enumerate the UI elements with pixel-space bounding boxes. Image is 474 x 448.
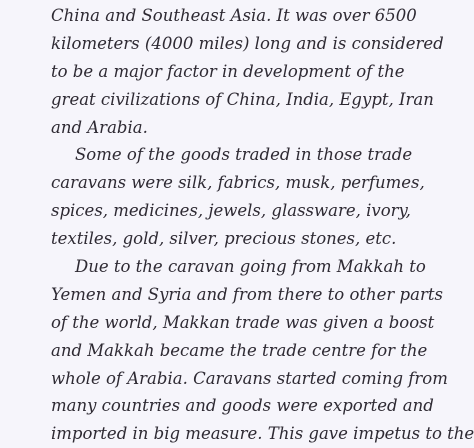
text-line: caravans were silk, fabrics, musk, perfumes, bbox=[51, 173, 425, 193]
text-line: China and Southeast Asia. It was over 6500 bbox=[51, 6, 417, 25]
paragraph-first-line: Due to the caravan going from Makkah to bbox=[75, 257, 426, 277]
text-line: and Arabia. bbox=[51, 117, 148, 137]
text-line: to be a major factor in development of the bbox=[51, 61, 405, 81]
body-text bbox=[51, 2, 474, 448]
text-line: spices, medicines, jewels, glassware, ivory, bbox=[51, 201, 411, 221]
text-line: great civilizations of China, India, Egypt, Iran bbox=[51, 89, 434, 109]
text-line: Yemen and Syria and from there to other parts bbox=[51, 284, 443, 304]
text-line: kilometers (4000 miles) long and is considered bbox=[51, 33, 444, 53]
text-line: imported in big measure. This gave impetus to the bbox=[51, 424, 474, 444]
text-line: textiles, gold, silver, precious stones, etc. bbox=[51, 229, 397, 249]
paragraph-first-line: Some of the goods traded in those trade bbox=[75, 145, 413, 165]
text-line: whole of Arabia. Caravans started coming from bbox=[51, 368, 448, 388]
text-line: many countries and goods were exported and bbox=[51, 396, 434, 416]
text-line: of the world, Makkan trade was given a boost bbox=[51, 312, 435, 332]
text-line: and Makkah became the trade centre for the bbox=[51, 340, 428, 360]
